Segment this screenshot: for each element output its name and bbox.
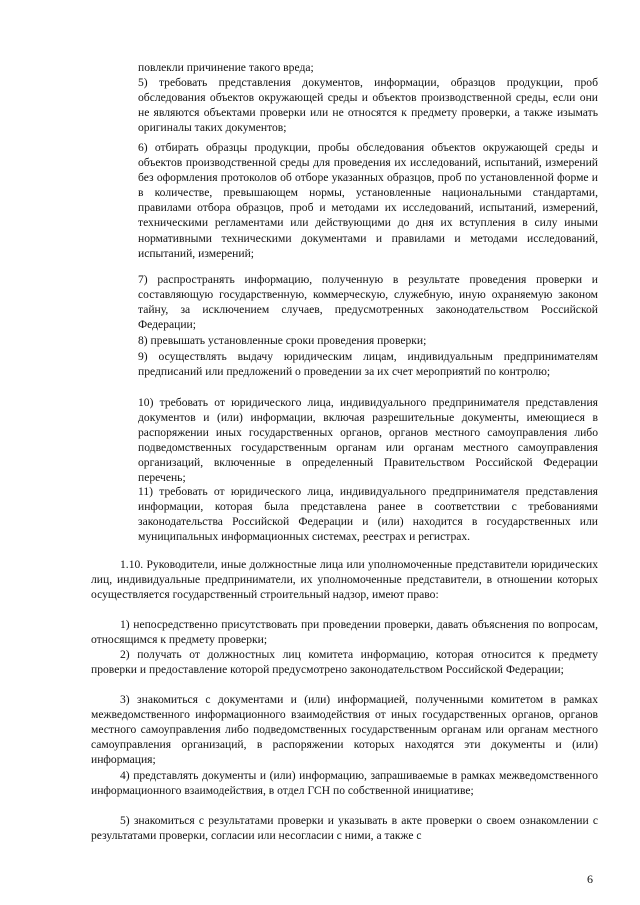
paragraph-item-7: 7) распространять информацию, полученную в результате проведения проверки и составляющую государственную, коммерческую, служебную, иную охраняемую законом тайну, за исключением случаев, предусмотренных законодательством Российской Федерации; xyxy=(138,273,598,332)
section-1-10: 1.10. Руководители, иные должностные лица или уполномоченные представители юридических лиц, индивидуальные предприниматели, их уполномоченные представители, в отношении которых осуществляется государственный строительный надзор, имеют право: xyxy=(91,558,598,602)
right-item-5: 5) знакомиться с результатами проверки и указывать в акте проверки о своем ознакомлении с результатами проверки, согласии или несогласии с ними, а также с xyxy=(91,814,598,843)
page-number: 6 xyxy=(587,872,593,886)
paragraph-item-11: 11) требовать от юридического лица, индивидуального предпринимателя представления информации, которая была представлена ранее в соответствии с требованиями законодательства Российской Федерации и (или) находится в государственных или муниципальных информационных системах, реестрах и регистрах. xyxy=(138,485,598,544)
right-item-4: 4) представлять документы и (или) информацию, запрашиваемые в рамках межведомственного информационного взаимодействия, в отдел ГСН по собственной инициативе; xyxy=(91,769,598,798)
right-item-2: 2) получать от должностных лиц комитета информацию, которая относится к предмету проверки и предоставление которой предусмотрено законодательством Российской Федерации; xyxy=(91,648,598,677)
paragraph-item-4-end: повлекли причинение такого вреда; xyxy=(138,61,314,74)
right-item-3: 3) знакомиться с документами и (или) информацией, полученными комитетом в рамках межведомственного информационного взаимодействия от иных государственных органов, органов местного самоуправления либо подведомственных государственным органам или органам местного самоуправления организаций, в распоряжении которых находятся эти документы и (или) информация; xyxy=(91,693,598,767)
paragraph-item-8: 8) превышать установленные сроки проведения проверки; xyxy=(138,334,427,347)
right-item-1: 1) непосредственно присутствовать при проведении проверки, давать объяснения по вопросам, относящимся к предмету проверки; xyxy=(91,618,598,647)
paragraph-item-5: 5) требовать представления документов, информации, образцов продукции, проб обследования объектов окружающей среды и объектов производственной среды, если они не являются объектами проверки или не относятся к предмету проверки, а также изымать оригиналы таких документов; xyxy=(138,76,598,135)
paragraph-item-6: 6) отбирать образцы продукции, пробы обследования объектов окружающей среды и объектов производственной среды для проведения их исследований, испытаний, измерений без оформления протоколов об отборе указанных образцов, проб по установленной форме и в количестве, превышающем нормы, установленные национальными стандартами, правилами отбора образцов, проб и методами их исследований, испытаний, измерений, техническими регламентами или действующими до дня их вступления в силу иными нормативными техническими документами и правилами и методами исследований, испытаний, измерений; xyxy=(138,141,598,260)
paragraph-item-10: 10) требовать от юридического лица, индивидуального предпринимателя представления документов и (или) информации, включая разрешительные документы, имеющиеся в распоряжении иных государственных органов, органов местного самоуправления либо подведомственных государственным органам или органам местного самоуправления организаций, включенные в определенный Правительством Российской Федерации перечень; xyxy=(138,396,598,485)
paragraph-item-9: 9) осуществлять выдачу юридическим лицам, индивидуальным предпринимателям предписаний или предложений о проведении за их счет мероприятий по контролю; xyxy=(138,350,598,379)
